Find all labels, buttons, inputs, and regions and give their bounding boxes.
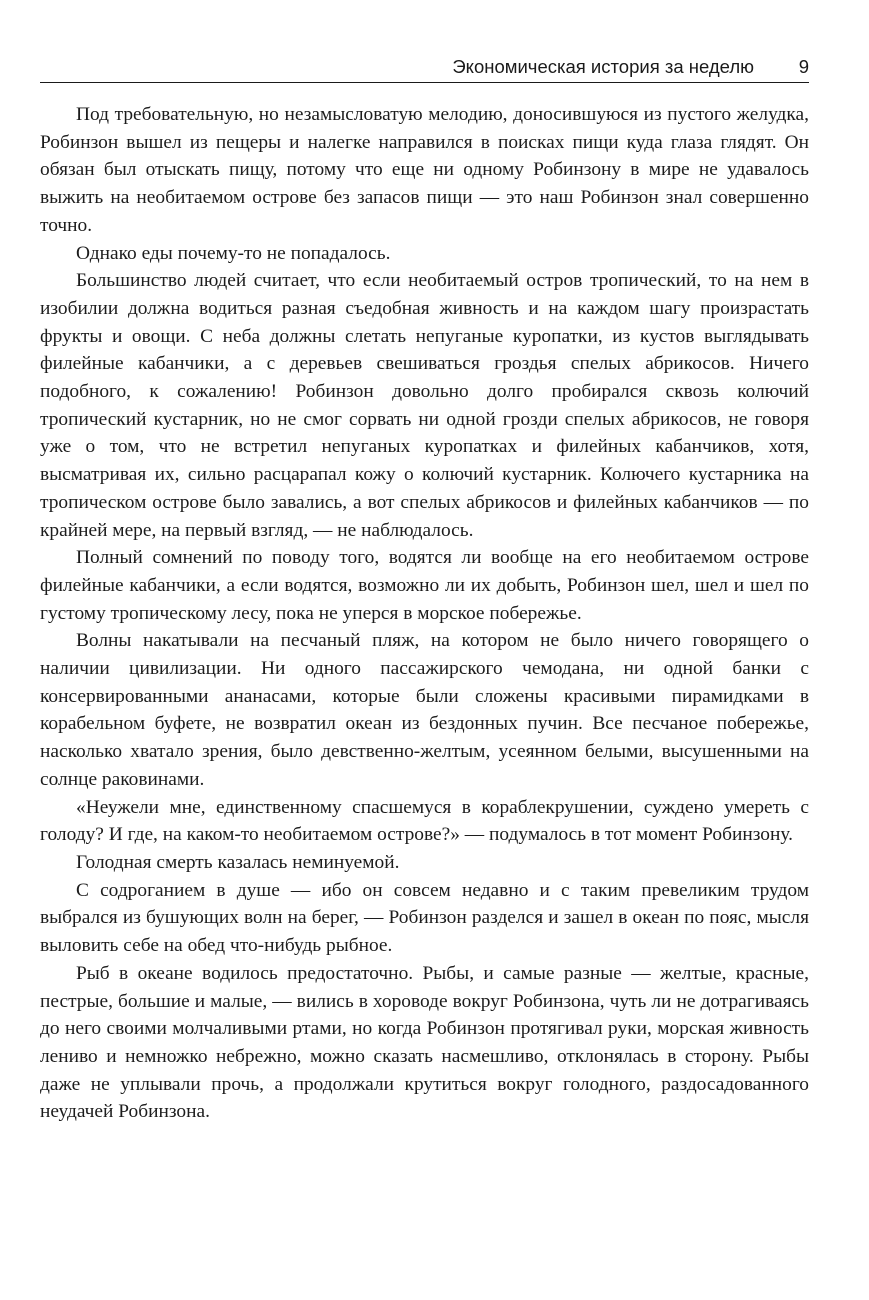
page-number: 9 [798, 56, 809, 77]
paragraph: «Неужели мне, единственному спасшемуся в кораблекрушении, суждено умереть с голоду? И где, на каком-то необитаемом острове?» — подумалось в тот момент Робинзону. [40, 796, 809, 846]
paragraph: Голодная смерть казалась неминуемой. [76, 851, 400, 873]
body-text [40, 101, 809, 1126]
paragraph: С содроганием в душе — ибо он совсем недавно и с таким превеликим трудом выбрался из бушующих волн на берег, — Робинзон разделся и зашел в океан по пояс, мысля выловить себе на обед что-нибудь рыбное. [40, 879, 809, 957]
paragraph: Однако еды почему-то не попадалось. [76, 242, 391, 264]
paragraph: Волны накатывали на песчаный пляж, на котором не было ничего говорящего о наличии цивилизации. Ни одного пассажирского чемодана, ни одной банки с консервированными ананасами, которые были сложены красивыми пирамидками в корабельном буфете, не возвратил океан из бездонных пучин. Все песчаное побережье, насколько хватало зрения, было девственно-желтым, усеянном белыми, высушенными на солнце раковинами. [40, 630, 809, 790]
header-title: Экономическая история за неделю [452, 56, 754, 77]
paragraph: Рыб в океане водилось предостаточно. Рыбы, и самые разные — желтые, красные, пестрые, большие и малые, — вились в хороводе вокруг Робинзона, чуть ли не дотрагиваясь до него своими молчаливыми ртами, но когда Робинзон протягивал руки, морская живность лениво и немножко небрежно, можно сказать насмешливо, отклонялась в сторону. Рыбы даже не уплывали прочь, а продолжали крутиться вокруг голодного, раздосадованного неудачей Робинзона. [40, 962, 809, 1123]
paragraph: Полный сомнений по поводу того, водятся ли вообще на его необитаемом острове филейные кабанчики, а если водятся, возможно ли их добыть, Робинзон шел, шел и шел по густому тропическому лесу, пока не уперся в морское побережье. [40, 547, 809, 624]
paragraph: Большинство людей считает, что если необитаемый остров тропический, то на нем в изобилии должна водиться разная съедобная живность и на каждом шагу произрастать фрукты и овощи. С неба должны слетать непуганые куропатки, из кустов выглядывать филейные кабанчики, а с деревьев свешиваться гроздья спелых абрикосов. Ничего подобного, к сожалению! Робинзон довольно долго пробирался сквозь колючий тропический кустарник, но не смог сорвать ни одной грозди спелых абрикосов, не говоря уже о том, что не встретил непуганых куропатках и филейных кабанчиков, хотя, высматривая их, сильно расцарапал кожу о колючий кустарник. Колючего кустарника на тропическом острове было завались, а вот спелых абрикосов и филейных кабанчиков — по крайней мере, на первый взгляд, — не наблюдалось. [40, 270, 809, 541]
paragraph: Под требовательную, но незамысловатую мелодию, доносившуюся из пустого желудка, Робинзон вышел из пещеры и налегке направился в поисках пищи куда глаза глядят. Он обязан был отыскать пищу, потому что еще ни одному Робинзону в мире не удавалось выжить на необитаемом острове без запасов пищи — это наш Робинзон знал совершенно точно. [40, 104, 809, 236]
running-header [40, 54, 809, 83]
